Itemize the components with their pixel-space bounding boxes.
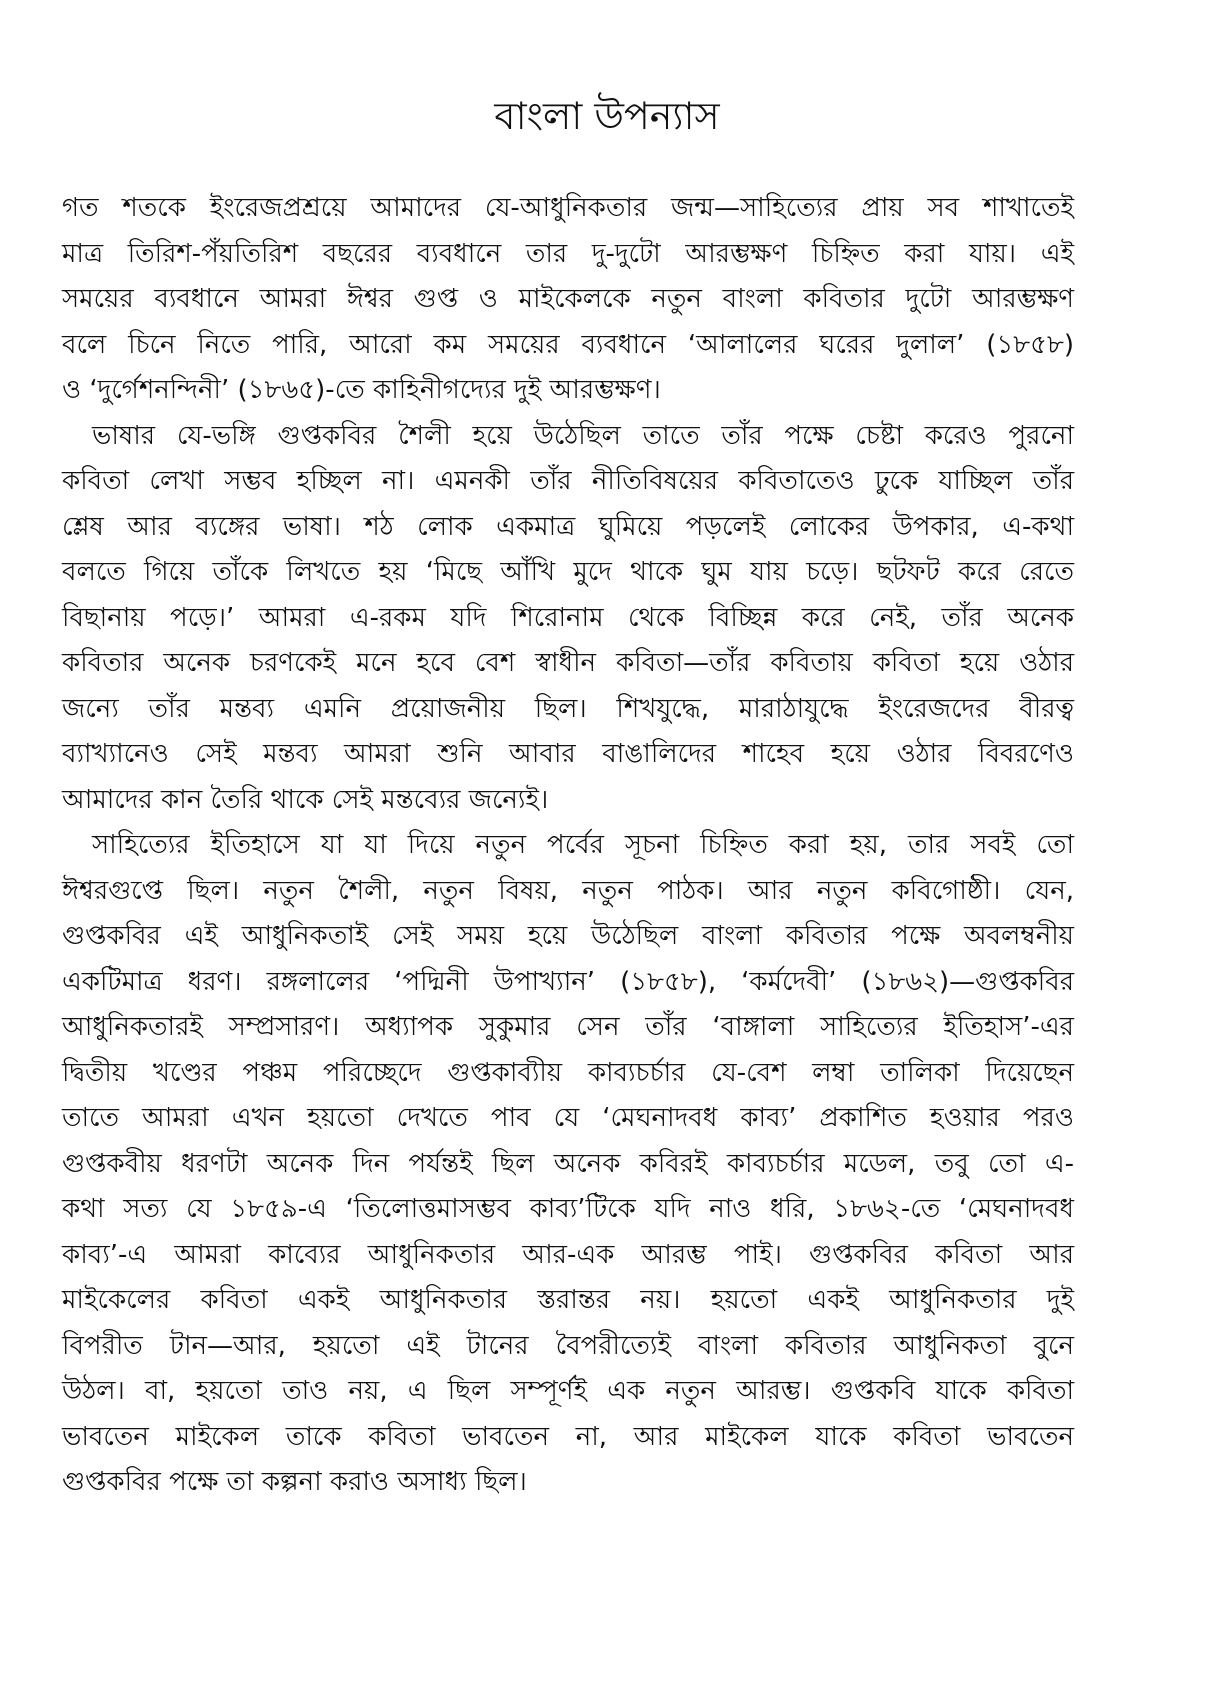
paragraph-1-line: গত শতকে ইংরেজপ্রশ্রয়ে আমাদের যে-আধুনিকতার জন্ম—সাহিত্যের প্রায় সব শাখাতেই xyxy=(62,193,1074,223)
paragraph-2-line: শ্লেষ আর ব্যঙ্গের ভাষা। শঠ লোক একমাত্র ঘুমিয়ে পড়লেই লোকের উপকার, এ-কথা xyxy=(62,511,1074,542)
paragraph-3-line: সাহিত্যের ইতিহাসে যা যা দিয়ে নতুন পর্বের সূচনা চিহ্নিত করা হয়, তার সবই তো xyxy=(92,830,1074,860)
paragraph-3-line: ভাবতেন মাইকেল তাকে কবিতা ভাবতেন না, আর মাইকেল যাকে কবিতা ভাবতেন xyxy=(62,1421,1074,1452)
paragraph-2-line: ভাষার যে-ভঙ্গি গুপ্তকবির শৈলী হয়ে উঠেছিল তাতে তাঁর পক্ষে চেষ্টা করেও পুরনো xyxy=(92,420,1074,451)
paragraph-1-line: ও ‘দুর্গেশনন্দিনী’ (১৮৬৫)-তে কাহিনীগদ্যের দুই আরম্ভক্ষণ। xyxy=(62,375,661,405)
paragraph-3-line: আধুনিকতারই সম্প্রসারণ। অধ্যাপক সুকুমার সেন তাঁর ‘বাঙ্গালা সাহিত্যের ইতিহাস’-এর xyxy=(62,1012,1074,1042)
paragraph-3-line: দ্বিতীয় খণ্ডের পঞ্চম পরিচ্ছেদে গুপ্তকাব্যীয় কাব্যচর্চার যে-বেশ লম্বা তালিকা দিয়েছেন xyxy=(62,1057,1074,1088)
paragraph-3-line: গুপ্তকবীয় ধরণটা অনেক দিন পর্যন্তই ছিল অনেক কবিরই কাব্যচর্চার মডেল, তবু তো এ- xyxy=(62,1148,1074,1179)
paragraph-1-line: বলে চিনে নিতে পারি, আরো কম সময়ের ব্যবধানে ‘আলালের ঘরের দুলাল’ (১৮৫৮) xyxy=(62,329,1074,360)
paragraph-3-line: মাইকেলের কবিতা একই আধুনিকতার স্তরান্তর নয়। হয়তো একই আধুনিকতার দুই xyxy=(62,1285,1074,1315)
paragraph-3-line: উঠল। বা, হয়তো তাও নয়, এ ছিল সম্পূর্ণই এক নতুন আরম্ভ। গুপ্তকবি যাকে কবিতা xyxy=(62,1376,1074,1406)
paragraph-1-line: মাত্র তিরিশ-পঁয়তিরিশ বছরের ব্যবধানে তার দু-দুটো আরম্ভক্ষণ চিহ্নিত করা যায়। এই xyxy=(62,238,1074,269)
paragraph-1-line: সময়ের ব্যবধানে আমরা ঈশ্বর গুপ্ত ও মাইকেলকে নতুন বাংলা কবিতার দুটো আরম্ভক্ষণ xyxy=(62,284,1074,314)
paragraph-3-line: বিপরীত টান—আর, হয়তো এই টানের বৈপরীত্যেই বাংলা কবিতার আধুনিকতা বুনে xyxy=(62,1330,1074,1361)
paragraph-3-line: কাব্য’-এ আমরা কাব্যের আধুনিকতার আর-এক আরম্ভ পাই। গুপ্তকবির কবিতা আর xyxy=(62,1239,1074,1270)
paragraph-2-line: জন্যে তাঁর মন্তব্য এমনি প্রয়োজনীয় ছিল। শিখযুদ্ধে, মারাঠাযুদ্ধে ইংরেজদের বীরত্ব xyxy=(62,693,1074,724)
paragraph-3-line: তাতে আমরা এখন হয়তো দেখতে পাব যে ‘মেঘনাদবধ কাব্য’ প্রকাশিত হওয়ার পরও xyxy=(62,1103,1074,1133)
paragraph-2-line: কবিতার অনেক চরণকেই মনে হবে বেশ স্বাধীন কবিতা—তাঁর কবিতায় কবিতা হয়ে ওঠার xyxy=(62,648,1074,678)
document-body xyxy=(62,186,1074,1506)
paragraph-2-line: আমাদের কান তৈরি থাকে সেই মন্তব্যের জন্যেই। xyxy=(62,784,549,815)
paragraph-2-line: বলতে গিয়ে তাঁকে লিখতে হয় ‘মিছে আঁখি মুদে থাকে ঘুম যায় চড়ে। ছটফট করে রেতে xyxy=(62,557,1074,587)
paragraph-3-line: গুপ্তকবির পক্ষে তা কল্পনা করাও অসাধ্য ছিল। xyxy=(62,1467,527,1497)
paragraph-3-line: গুপ্তকবির এই আধুনিকতাই সেই সময় হয়ে উঠেছিল বাংলা কবিতার পক্ষে অবলম্বনীয় xyxy=(62,921,1074,951)
paragraph-3-line: কথা সত্য যে ১৮৫৯-এ ‘তিলোত্তমাসম্ভব কাব্য’টিকে যদি নাও ধরি, ১৮৬২-তে ‘মেঘনাদবধ xyxy=(62,1194,1074,1224)
page-title: বাংলা উপন্যাস xyxy=(494,94,720,138)
paragraph-3-line: ঈশ্বরগুপ্তে ছিল। নতুন শৈলী, নতুন বিষয়, নতুন পাঠক। আর নতুন কবিগোষ্ঠী। যেন, xyxy=(62,875,1074,906)
paragraph-2-line: ব্যাখ্যানেও সেই মন্তব্য আমরা শুনি আবার বাঙালিদের শাহেব হয়ে ওঠার বিবরণেও xyxy=(62,739,1074,769)
paragraph-3-line: একটিমাত্র ধরণ। রঙ্গলালের ‘পদ্মিনী উপাখ্যান’ (১৮৫৮), ‘কর্মদেবী’ (১৮৬২)—গুপ্তকবির xyxy=(62,966,1074,997)
paragraph-2-line: কবিতা লেখা সম্ভব হচ্ছিল না। এমনকী তাঁর নীতিবিষয়ের কবিতাতেও ঢুকে যাচ্ছিল তাঁর xyxy=(62,466,1074,496)
paragraph-2-line: বিছানায় পড়ে।’ আমরা এ-রকম যদি শিরোনাম থেকে বিচ্ছিন্ন করে নেই, তাঁর অনেক xyxy=(62,602,1074,633)
